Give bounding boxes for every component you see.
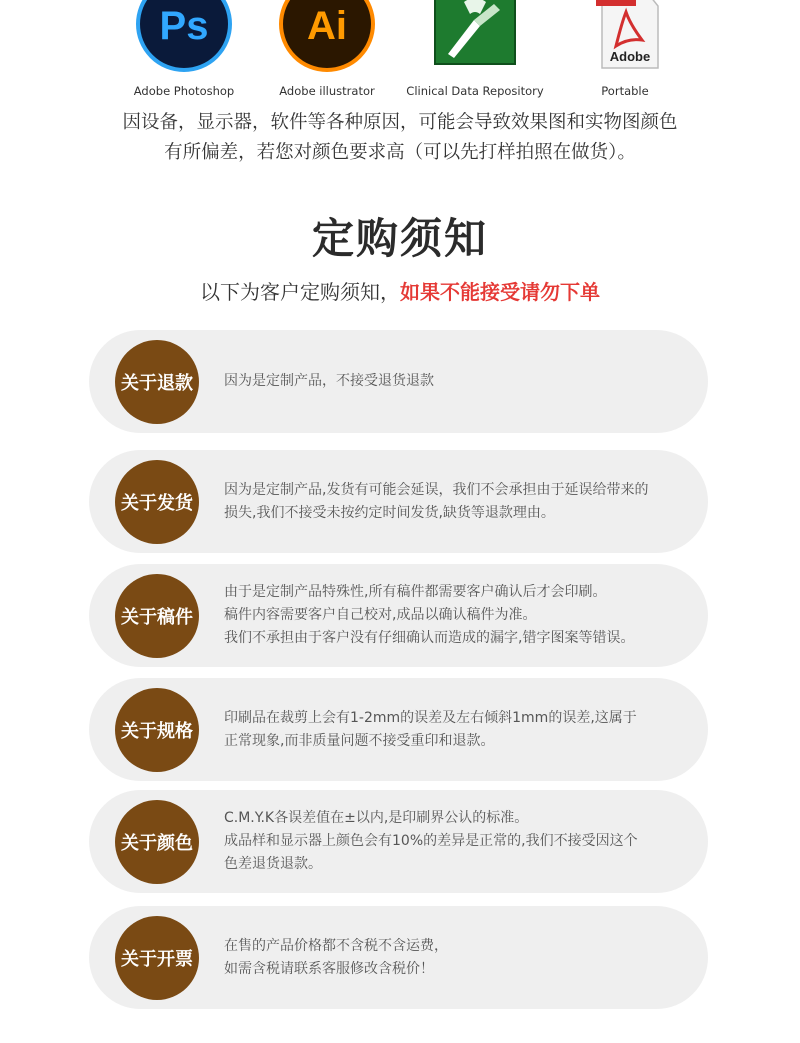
color-notice-line-2: 有所偏差，若您对颜色要求高（可以先打样拍照在做货）。	[164, 142, 636, 163]
coreldraw-icon	[434, 0, 516, 66]
svg-text:Adobe: Adobe	[609, 49, 651, 64]
card-text-line: 印刷品在裁剪上会有1-2mm的误差及左右倾斜1mm的误差,这属于	[224, 709, 637, 726]
card-text-line: 因为是定制产品，不接受退货退款	[224, 373, 434, 389]
page-subtitle	[0, 276, 800, 305]
card-badge: 关于颜色	[115, 800, 199, 884]
page-title: 定购须知	[311, 214, 488, 263]
card-badge: 关于稿件	[115, 574, 199, 658]
illustrator-icon: Ai	[279, 0, 375, 72]
card-text-line: 成品样和显示器上颜色会有10%的差异是正常的,我们不接受因这个	[224, 833, 638, 849]
card-text-line: 正常现象,而非质量问题不接受重印和退款。	[224, 732, 495, 749]
card-text-line: 色差退货退款。	[224, 856, 322, 872]
photoshop-icon: Ps	[136, 0, 232, 72]
policy-card-refund	[89, 330, 708, 433]
card-badge: 关于退款	[115, 340, 199, 424]
adobe-pdf-icon	[582, 0, 668, 70]
card-text-line: 如需含税请联系客服修改含税价！	[224, 960, 434, 977]
policy-card-artwork	[89, 564, 708, 667]
card-text-line: 我们不承担由于客户没有仔细确认而造成的漏字,错字图案等错误。	[224, 630, 635, 646]
card-badge: 关于开票	[115, 916, 199, 1000]
color-notice-line-1: 因设备，显示器，软件等各种原因，可能会导致效果图和实物图颜色	[122, 112, 678, 133]
card-text-line: 由于是定制产品特殊性,所有稿件都需要客户确认后才会印刷。	[224, 584, 607, 600]
policy-card-color	[89, 790, 708, 893]
policy-card-invoice	[89, 906, 708, 1009]
app-photoshop	[104, 0, 264, 98]
app-label: Adobe Photoshop	[133, 84, 235, 98]
app-illustrator	[247, 0, 407, 98]
app-pdf	[545, 0, 705, 98]
card-badge: 关于发货	[115, 460, 199, 544]
app-label: Portable	[601, 84, 649, 98]
app-coreldraw	[395, 0, 555, 98]
card-text-line: 稿件内容需要客户自己校对,成品以确认稿件为准。	[224, 607, 537, 623]
card-text-line: 在售的产品价格都不含税不含运费，	[224, 937, 448, 954]
card-text-line: 损失,我们不接受未按约定时间发货,缺货等退款理由。	[224, 504, 555, 521]
subtitle-normal: 以下为客户定购须知，	[200, 280, 400, 304]
card-text-line: 因为是定制产品,发货有可能会延误，我们不会承担由于延误给带来的	[224, 481, 649, 498]
policy-card-shipping	[89, 450, 708, 553]
policy-card-specs	[89, 678, 708, 781]
subtitle-highlight: 如果不能接受请勿下单	[400, 280, 600, 304]
app-label: Adobe illustrator	[279, 84, 375, 98]
app-label: Clinical Data Repository	[406, 84, 544, 98]
card-badge: 关于规格	[115, 688, 199, 772]
card-text-line: C.M.Y.K各误差值在±以内,是印刷界公认的标准。	[224, 810, 529, 826]
software-icons-row	[0, 0, 800, 105]
